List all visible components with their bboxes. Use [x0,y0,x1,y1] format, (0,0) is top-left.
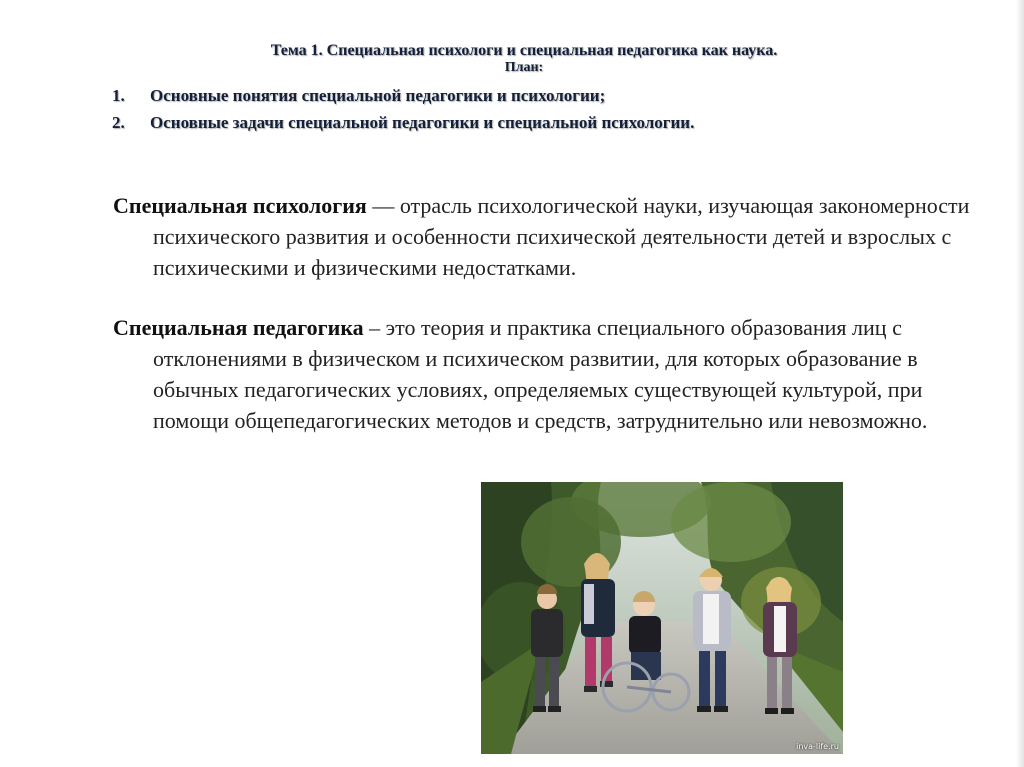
definition-special-pedagogy [113,312,993,436]
slide-edge-shadow [1016,0,1024,767]
photo-watermark: inva-life.ru [796,742,839,751]
plan-label: План: [504,60,544,75]
plan-item [112,109,992,136]
plan-item [112,82,992,109]
definition-text: – это теория и практика специального образования лиц с отклонениями в физическом и психическом развитии, для которых образование в обычных педагогических условиях, определяемых существующей культурой, при помощи общепедагогических методов и средств, затруднительно или невозможно. [153,315,928,433]
plan-item-number: 1. [112,86,125,105]
children-photo [481,482,843,754]
definition-special-psychology [113,190,993,283]
definition-text: — отрасль психологической науки, изучающая закономерности психического развития и особенности психической деятельности детей и взрослых с психическими и физическими недостатками. [153,193,970,280]
definition-term: Специальная педагогика [113,315,364,340]
plan-item-number: 2. [112,113,125,132]
plan-list [112,82,992,136]
definition-term: Специальная психология [113,193,367,218]
plan-item-text: Основные понятия специальной педагогики и психологии; [150,86,606,105]
plan-item-text: Основные задачи специальной педагогики и специальной психологии. [150,113,695,132]
children-photo-illustration [481,482,843,754]
slide-title: Тема 1. Специальная психологи и специальная педагогика как наука. [270,42,778,59]
